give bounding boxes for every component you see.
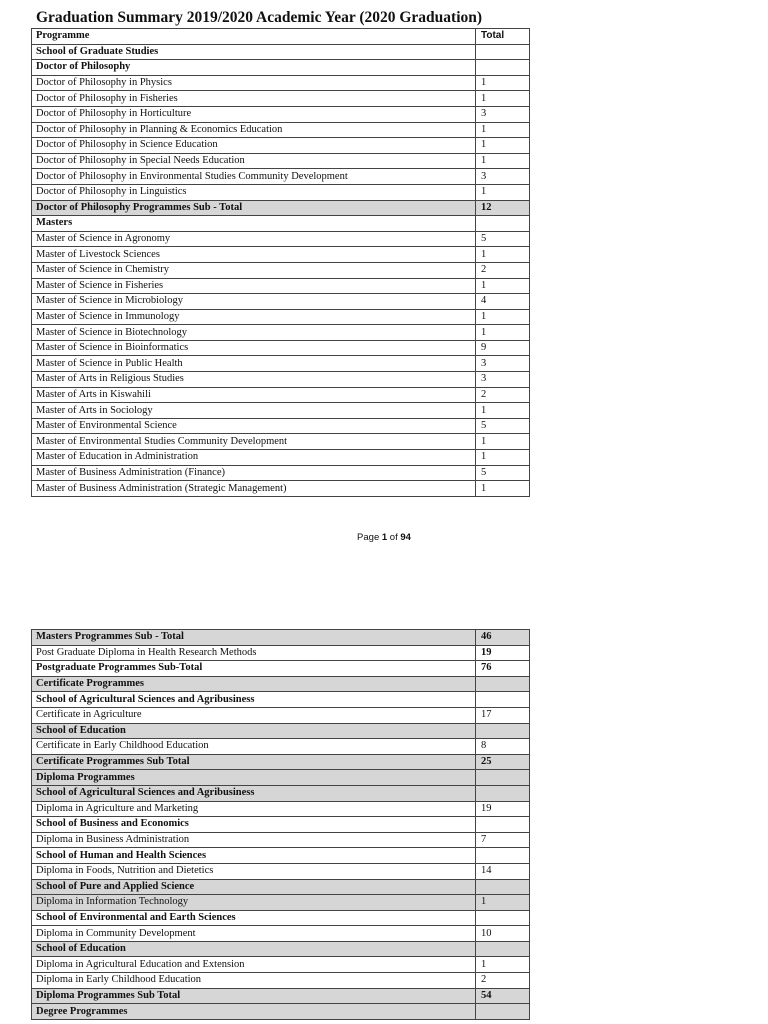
table-row: [32, 60, 530, 76]
table-row: [32, 988, 530, 1004]
total-cell: 3: [476, 356, 530, 372]
total-cell: [476, 941, 530, 957]
total-cell: 5: [476, 418, 530, 434]
programme-cell: Diploma Programmes: [32, 770, 476, 786]
table-row: [32, 200, 530, 216]
total-cell: [476, 216, 530, 232]
page-label: Page: [357, 532, 382, 543]
programme-cell: Doctor of Philosophy: [32, 60, 476, 76]
table-row: [32, 403, 530, 419]
table-row: [32, 450, 530, 466]
programme-cell: Master of Arts in Religious Studies: [32, 372, 476, 388]
total-cell: 9: [476, 340, 530, 356]
total-cell: [476, 44, 530, 60]
table-row: [32, 356, 530, 372]
total-cell: [476, 785, 530, 801]
table-row: [32, 138, 530, 154]
table-row: [32, 692, 530, 708]
total-cell: 4: [476, 294, 530, 310]
total-cell: 10: [476, 926, 530, 942]
table-row: [32, 676, 530, 692]
table-row: [32, 707, 530, 723]
total-column-header: Total: [476, 29, 530, 45]
total-cell: 1: [476, 138, 530, 154]
programme-cell: Doctor of Philosophy in Science Education: [32, 138, 476, 154]
table-row: [32, 91, 530, 107]
table-row: [32, 754, 530, 770]
table-row: [32, 387, 530, 403]
total-cell: [476, 723, 530, 739]
programme-cell: Master of Science in Microbiology: [32, 294, 476, 310]
total-cell: 2: [476, 387, 530, 403]
table-row: [32, 723, 530, 739]
table-row: [32, 340, 530, 356]
programme-cell: Doctor of Philosophy in Fisheries: [32, 91, 476, 107]
total-cell: 54: [476, 988, 530, 1004]
table-row: [32, 169, 530, 185]
programme-cell: School of Graduate Studies: [32, 44, 476, 60]
table-row: [32, 434, 530, 450]
total-cell: 17: [476, 707, 530, 723]
total-cell: 5: [476, 231, 530, 247]
table-row: [32, 1004, 530, 1020]
table-row: [32, 630, 530, 646]
table-row: [32, 325, 530, 341]
total-cell: 14: [476, 863, 530, 879]
table-row: [32, 832, 530, 848]
programme-cell: Master of Science in Fisheries: [32, 278, 476, 294]
total-cell: 3: [476, 106, 530, 122]
table-row: [32, 106, 530, 122]
table-row: [32, 645, 530, 661]
total-cell: [476, 879, 530, 895]
programme-cell: Certificate in Agriculture: [32, 707, 476, 723]
programme-cell: Masters Programmes Sub - Total: [32, 630, 476, 646]
table-row: [32, 122, 530, 138]
table-row: [32, 465, 530, 481]
table-row: [32, 848, 530, 864]
programme-cell: Masters: [32, 216, 476, 232]
total-cell: 1: [476, 957, 530, 973]
table-row: [32, 941, 530, 957]
page-footer: [0, 532, 768, 543]
programme-cell: Master of Arts in Sociology: [32, 403, 476, 419]
table-row: [32, 481, 530, 497]
table-row: [32, 879, 530, 895]
total-cell: 76: [476, 661, 530, 677]
total-cell: 1: [476, 325, 530, 341]
graduation-summary-table: [31, 28, 530, 497]
programme-cell: Doctor of Philosophy in Planning & Economics Education: [32, 122, 476, 138]
total-cell: 12: [476, 200, 530, 216]
total-cell: 2: [476, 973, 530, 989]
programme-cell: School of Human and Health Sciences: [32, 848, 476, 864]
page-total: 94: [400, 532, 411, 543]
table-row: [32, 262, 530, 278]
table-row: [32, 661, 530, 677]
programme-cell: Diploma in Foods, Nutrition and Dietetics: [32, 863, 476, 879]
total-cell: 19: [476, 801, 530, 817]
table-row: [32, 184, 530, 200]
table-row: [32, 895, 530, 911]
total-cell: 3: [476, 169, 530, 185]
programme-cell: Certificate Programmes Sub Total: [32, 754, 476, 770]
total-cell: 3: [476, 372, 530, 388]
total-cell: 1: [476, 434, 530, 450]
programme-cell: Diploma in Information Technology: [32, 895, 476, 911]
table-row: [32, 372, 530, 388]
table-row: [32, 926, 530, 942]
total-cell: [476, 910, 530, 926]
programme-cell: Doctor of Philosophy in Linguistics: [32, 184, 476, 200]
table-row: [32, 863, 530, 879]
page-current: 1: [381, 532, 388, 543]
table-row: [32, 973, 530, 989]
table-row: [32, 801, 530, 817]
total-cell: 1: [476, 75, 530, 91]
programme-cell: Master of Livestock Sciences: [32, 247, 476, 263]
programme-cell: Master of Science in Chemistry: [32, 262, 476, 278]
table-row: [32, 817, 530, 833]
table-row: [32, 309, 530, 325]
programme-cell: School of Agricultural Sciences and Agribusiness: [32, 692, 476, 708]
programme-cell: School of Pure and Applied Science: [32, 879, 476, 895]
programme-cell: Master of Business Administration (Finance): [32, 465, 476, 481]
total-cell: 1: [476, 481, 530, 497]
table-row: [32, 739, 530, 755]
total-cell: [476, 1004, 530, 1020]
programme-cell: Doctor of Philosophy in Horticulture: [32, 106, 476, 122]
total-cell: 1: [476, 153, 530, 169]
programme-cell: School of Agricultural Sciences and Agribusiness: [32, 785, 476, 801]
programme-cell: Master of Environmental Studies Community Development: [32, 434, 476, 450]
table-row: [32, 910, 530, 926]
programme-cell: Master of Science in Agronomy: [32, 231, 476, 247]
total-cell: 7: [476, 832, 530, 848]
table-row: [32, 75, 530, 91]
programme-cell: Doctor of Philosophy in Physics: [32, 75, 476, 91]
total-cell: 1: [476, 403, 530, 419]
table-row: [32, 44, 530, 60]
total-cell: [476, 676, 530, 692]
programme-cell: Doctor of Philosophy in Special Needs Education: [32, 153, 476, 169]
programme-column-header: Programme: [32, 29, 476, 45]
programme-cell: Doctor of Philosophy Programmes Sub - Total: [32, 200, 476, 216]
total-cell: 1: [476, 895, 530, 911]
total-cell: [476, 770, 530, 786]
total-cell: [476, 848, 530, 864]
page-title: Graduation Summary 2019/2020 Academic Year (2020 Graduation): [36, 9, 483, 26]
programme-cell: Certificate in Early Childhood Education: [32, 739, 476, 755]
table-row: [32, 247, 530, 263]
table-row: [32, 153, 530, 169]
graduation-summary-table-continued: [31, 629, 530, 1020]
page-of-label: of: [387, 532, 401, 543]
total-cell: 1: [476, 278, 530, 294]
total-cell: 1: [476, 309, 530, 325]
programme-cell: Master of Science in Biotechnology: [32, 325, 476, 341]
programme-cell: Master of Education in Administration: [32, 450, 476, 466]
programme-cell: School of Education: [32, 941, 476, 957]
programme-cell: Diploma in Early Childhood Education: [32, 973, 476, 989]
total-cell: 19: [476, 645, 530, 661]
total-cell: 1: [476, 450, 530, 466]
table-row: [32, 216, 530, 232]
total-cell: 8: [476, 739, 530, 755]
programme-cell: Degree Programmes: [32, 1004, 476, 1020]
total-cell: 1: [476, 247, 530, 263]
programme-cell: Master of Environmental Science: [32, 418, 476, 434]
table-row: [32, 785, 530, 801]
programme-cell: School of Business and Economics: [32, 817, 476, 833]
programme-cell: Master of Science in Bioinformatics: [32, 340, 476, 356]
table-header-row: [32, 29, 530, 45]
total-cell: 2: [476, 262, 530, 278]
table-row: [32, 278, 530, 294]
programme-cell: Master of Science in Immunology: [32, 309, 476, 325]
programme-cell: Diploma in Agricultural Education and Extension: [32, 957, 476, 973]
programme-cell: Certificate Programmes: [32, 676, 476, 692]
table-row: [32, 231, 530, 247]
programme-cell: Doctor of Philosophy in Environmental Studies Community Development: [32, 169, 476, 185]
programme-cell: Postgraduate Programmes Sub-Total: [32, 661, 476, 677]
total-cell: [476, 692, 530, 708]
programme-cell: School of Education: [32, 723, 476, 739]
programme-cell: Diploma Programmes Sub Total: [32, 988, 476, 1004]
total-cell: [476, 817, 530, 833]
total-cell: 1: [476, 122, 530, 138]
table-row: [32, 957, 530, 973]
programme-cell: Master of Business Administration (Strategic Management): [32, 481, 476, 497]
total-cell: 46: [476, 630, 530, 646]
table-row: [32, 770, 530, 786]
table-row: [32, 294, 530, 310]
total-cell: 5: [476, 465, 530, 481]
programme-cell: Master of Science in Public Health: [32, 356, 476, 372]
programme-cell: Master of Arts in Kiswahili: [32, 387, 476, 403]
total-cell: 25: [476, 754, 530, 770]
programme-cell: School of Environmental and Earth Sciences: [32, 910, 476, 926]
total-cell: 1: [476, 184, 530, 200]
programme-cell: Diploma in Business Administration: [32, 832, 476, 848]
total-cell: 1: [476, 91, 530, 107]
table-row: [32, 418, 530, 434]
total-cell: [476, 60, 530, 76]
programme-cell: Diploma in Agriculture and Marketing: [32, 801, 476, 817]
programme-cell: Post Graduate Diploma in Health Research Methods: [32, 645, 476, 661]
programme-cell: Diploma in Community Development: [32, 926, 476, 942]
